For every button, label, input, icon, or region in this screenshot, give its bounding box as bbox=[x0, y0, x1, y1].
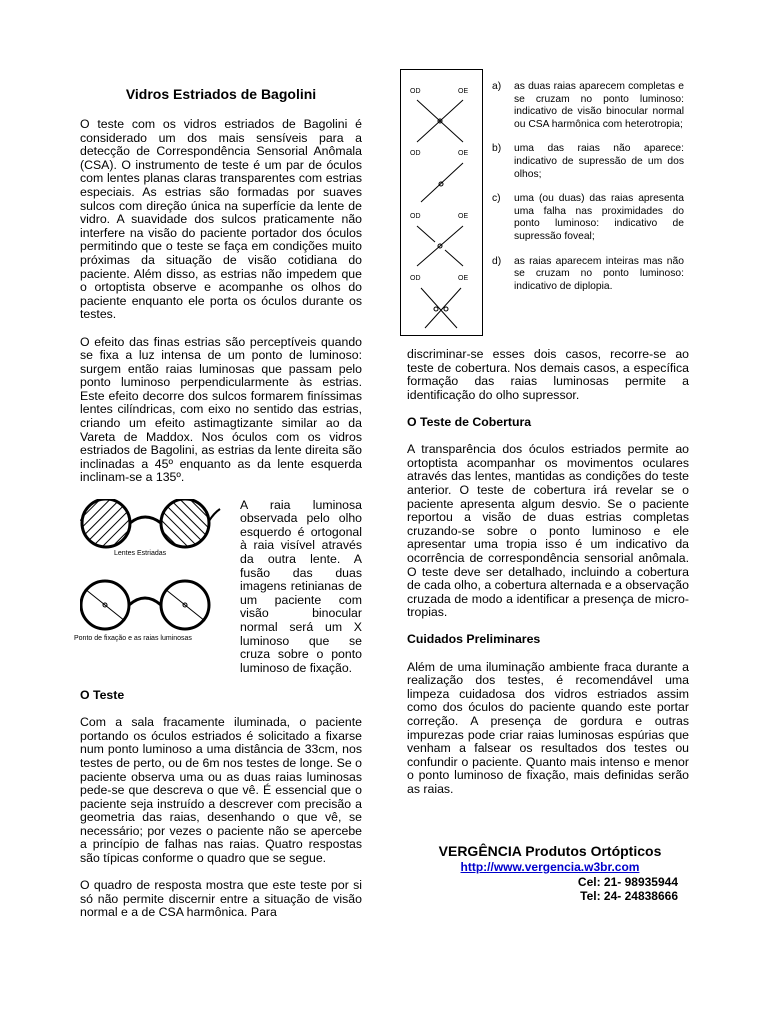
response-a-icon bbox=[417, 100, 463, 142]
website-link[interactable]: http://www.vergencia.w3br.com bbox=[460, 860, 640, 874]
fusion-paragraph: A raia luminosa observada pelo olho esquerdo é ortogonal à raia visível através da outra lente. A fusão das duas imagens retinianas de um paciente com visão binocular normal será um X luminoso que se cruza sobre o ponto luminoso de fixação. bbox=[240, 497, 362, 675]
section-heading-cuidados: Cuidados Preliminares bbox=[407, 632, 541, 647]
figure-caption-lenses: Lentes Estriadas bbox=[114, 549, 167, 557]
response-c-icon bbox=[417, 226, 463, 266]
oe-label-d: OE bbox=[458, 275, 469, 282]
od-label-c: OD bbox=[410, 213, 421, 220]
response-item: d) as raias aparecem inteiras mas não se cruzam no ponto luminoso: indicativo de diplopia. bbox=[492, 255, 684, 292]
credits bbox=[420, 842, 680, 904]
response-diagram-svg bbox=[401, 70, 484, 337]
oe-label-c: OE bbox=[458, 213, 469, 220]
response-diagrams bbox=[400, 69, 483, 336]
effect-paragraph: O efeito das finas estrias são perceptíveis quando se fixa a luz intensa de um ponto de luminoso: surgem então raias luminosas que passam pelo ponto luminoso perpendicularmente às estrias. Este efeito decorre dos sulcos formarem finíssimas lentes cilíndricas, com eixo no sentido das estrias, criando um efeito astimagtizante similar ao da Vareta de Maddox. Nos óculos com os vidros estriados de Bagolini, as estrias da lente direita são inclinadas a 45º enquanto as da lente esquerda inclinam-se a 135º. bbox=[80, 334, 362, 485]
response-chart bbox=[400, 69, 687, 336]
right-column bbox=[407, 348, 689, 810]
striated-lenses-icon bbox=[80, 499, 220, 547]
response-b-icon bbox=[421, 163, 463, 202]
intro-paragraph: O teste com os vidros estriados de Bagolini é considerado um dos mais sensíveis para a detecção de Correspondência Sensorial Anômala (CSA). O instrumento de teste é um par de óculos com lentes planas claras transparentes com estrias especiais. As estrias são formadas por suaves sulcos com direção única na superfície da lente de vidro. A suavidade dos sulcos praticamente não interfere na visão do paciente portador dos óculos permitindo que o teste se faça em condições muito próximas da situação de visão cotidiana do paciente. Além disso, as estrias não impedem que o ortoptista observe e acompanhe os olhos do paciente enquanto ele porta os óculos durante os testes. bbox=[80, 117, 362, 322]
fixation-rays-icon bbox=[81, 581, 209, 629]
precautions-paragraph: Além de uma iluminação ambiente fraca durante a realização dos testes, é recomendável uma limpeza cuidadosa dos vidros estriados assim como dos óculos do paciente quando este portar correção. A presença de gordura e outras impurezas pode criar raias luminosas espúrias que venham a falsear os resultados dos testes ou confundir o paciente. Quanto mais intenso e menor o ponto luminoso de fixação, mais definidas serão as raias. bbox=[407, 659, 689, 796]
figure-caption-rays: Ponto de fixação e as raias luminosas bbox=[74, 634, 192, 642]
response-paragraph: O quadro de resposta mostra que este teste por si só não permite discernir entre a situação de visão normal e a de CSA harmônica. Para bbox=[80, 878, 362, 920]
response-item: c) uma (ou duas) das raias apresenta uma falha nas proximidades do ponto luminoso: indicativo de supressão foveal; bbox=[492, 193, 684, 242]
response-item: a) as duas raias aparecem completas e se cruzam no ponto luminoso: indicativo de visão binocular normal ou CSA harmônica com heterotropia; bbox=[492, 81, 684, 130]
test-paragraph: Com a sala fracamente iluminada, o paciente portando os óculos estriados é solicitado a fixarse num ponto luminoso a uma distância de 33cm, nos testes de perto, ou de 6m nos testes de longe. Se o paciente observa uma ou as duas raias luminosas pede-se que descreva o que vê. É essencial que o paciente seja instruído a descrever com precisão a geometria das raias, desenhando o que vê, se necessário; por vezes o paciente não se apercebe a princípio de falhas nas raias. Quatro respostas são típicas conforme o quadro que se segue. bbox=[80, 715, 362, 866]
page-title: Vidros Estriados de Bagolini bbox=[125, 86, 317, 102]
tel-phone: Tel: 24- 24838666 bbox=[580, 889, 678, 904]
lens-figure-block bbox=[74, 497, 362, 676]
discriminate-paragraph: discriminar-se esses dois casos, recorre-se ao teste de cobertura. Nos demais casos, a específica formação das raias luminosas permite a identificação do olho supressor. bbox=[407, 347, 689, 402]
brand-name: VERGÊNCIA Produtos Ortópticos bbox=[438, 843, 662, 859]
oe-label-b: OE bbox=[458, 150, 469, 157]
lens-diagram bbox=[80, 499, 240, 649]
response-item: b) uma das raias não aparece: indicativo de supressão de um dos olhos; bbox=[492, 143, 684, 180]
od-label-b: OD bbox=[410, 150, 421, 157]
section-heading-teste: O Teste bbox=[80, 687, 125, 702]
lens-figure bbox=[74, 499, 240, 676]
left-column bbox=[74, 86, 362, 934]
response-list bbox=[492, 81, 684, 305]
cel-phone: Cel: 21- 98935944 bbox=[577, 874, 678, 889]
cover-test-paragraph: A transparência dos óculos estriados permite ao ortoptista acompanhar os movimentos oculares através das lentes, mantidas as condições do teste anterior. O teste de cobertura irá revelar se o paciente apresenta algum desvio. Se o paciente reportou a visão de duas estrias completas cruzando-se sobre o ponto luminoso e ele apresentar uma tropia isso é um indicativo da ocorrência de correspondência sensorial anômala. O teste deve ser detalhado, incluindo a cobertura de cada olho, a cobertura alternada e a observação cruzada de modo a identificar a presença de micro-tropias. bbox=[407, 442, 689, 620]
response-d-icon bbox=[421, 288, 461, 328]
section-heading-cobertura: O Teste de Cobertura bbox=[407, 414, 532, 429]
oe-label-a: OE bbox=[458, 88, 469, 95]
od-label-d: OD bbox=[410, 275, 421, 282]
od-label-a: OD bbox=[410, 88, 421, 95]
